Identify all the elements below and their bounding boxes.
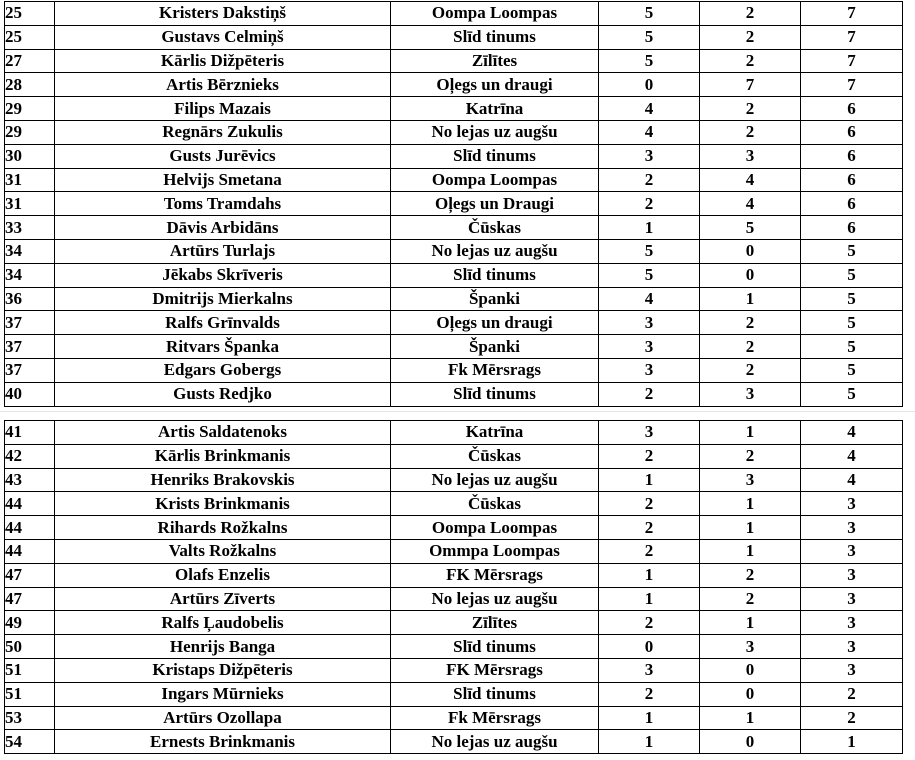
total-cell: 5 xyxy=(801,239,903,263)
rank-cell: 28 xyxy=(5,73,55,97)
player-stats-table-1 xyxy=(4,1,903,407)
team-cell: FK Mērsrags xyxy=(391,563,599,587)
player-name-cell: Kārlis Brinkmanis xyxy=(55,444,391,468)
player-name-cell: Artūrs Ozollapa xyxy=(55,706,391,730)
stat-1-cell: 1 xyxy=(599,706,700,730)
total-cell: 6 xyxy=(801,168,903,192)
total-cell: 7 xyxy=(801,2,903,26)
total-cell: 5 xyxy=(801,382,903,406)
team-cell: Katrīna xyxy=(391,97,599,121)
rank-cell: 51 xyxy=(5,682,55,706)
stat-1-cell: 3 xyxy=(599,144,700,168)
rank-cell: 25 xyxy=(5,25,55,49)
stat-2-cell: 1 xyxy=(700,706,801,730)
stat-2-cell: 2 xyxy=(700,587,801,611)
rank-cell: 44 xyxy=(5,492,55,516)
table-row xyxy=(5,311,903,335)
player-name-cell: Helvijs Smetana xyxy=(55,168,391,192)
rank-cell: 34 xyxy=(5,263,55,287)
table-row xyxy=(5,516,903,540)
team-cell: Čūskas xyxy=(391,492,599,516)
player-name-cell: Edgars Gobergs xyxy=(55,358,391,382)
team-cell: No lejas uz augšu xyxy=(391,468,599,492)
player-name-cell: Dāvis Arbidāns xyxy=(55,216,391,240)
stat-1-cell: 2 xyxy=(599,611,700,635)
player-name-cell: Rihards Rožkalns xyxy=(55,516,391,540)
rank-cell: 47 xyxy=(5,563,55,587)
table-row xyxy=(5,144,903,168)
player-name-cell: Artūrs Turlajs xyxy=(55,239,391,263)
table-row xyxy=(5,539,903,563)
team-cell: Čūskas xyxy=(391,216,599,240)
total-cell: 3 xyxy=(801,516,903,540)
player-name-cell: Henriks Brakovskis xyxy=(55,468,391,492)
table-row xyxy=(5,49,903,73)
rank-cell: 27 xyxy=(5,49,55,73)
stat-2-cell: 5 xyxy=(700,216,801,240)
total-cell: 3 xyxy=(801,658,903,682)
rank-cell: 43 xyxy=(5,468,55,492)
team-cell: No lejas uz augšu xyxy=(391,239,599,263)
table-row xyxy=(5,97,903,121)
team-cell: Španki xyxy=(391,335,599,359)
player-name-cell: Regnārs Zukulis xyxy=(55,120,391,144)
table-row xyxy=(5,216,903,240)
table-row xyxy=(5,120,903,144)
stat-1-cell: 0 xyxy=(599,635,700,659)
player-stats-table-2 xyxy=(4,420,903,754)
stat-1-cell: 3 xyxy=(599,335,700,359)
stat-2-cell: 0 xyxy=(700,239,801,263)
player-name-cell: Olafs Enzelis xyxy=(55,563,391,587)
stat-2-cell: 4 xyxy=(700,168,801,192)
team-cell: Slīd tinums xyxy=(391,682,599,706)
player-name-cell: Jēkabs Skrīveris xyxy=(55,263,391,287)
player-name-cell: Kārlis Dižpēteris xyxy=(55,49,391,73)
team-cell: Katrīna xyxy=(391,421,599,445)
stat-1-cell: 2 xyxy=(599,168,700,192)
team-cell: No lejas uz augšu xyxy=(391,587,599,611)
total-cell: 3 xyxy=(801,635,903,659)
stat-1-cell: 1 xyxy=(599,587,700,611)
team-cell: No lejas uz augšu xyxy=(391,730,599,754)
stat-2-cell: 0 xyxy=(700,658,801,682)
rank-cell: 29 xyxy=(5,97,55,121)
total-cell: 5 xyxy=(801,335,903,359)
total-cell: 5 xyxy=(801,358,903,382)
player-name-cell: Gusts Jurēvics xyxy=(55,144,391,168)
stat-2-cell: 2 xyxy=(700,563,801,587)
table-row xyxy=(5,73,903,97)
total-cell: 3 xyxy=(801,563,903,587)
stat-2-cell: 1 xyxy=(700,421,801,445)
player-name-cell: Filips Mazais xyxy=(55,97,391,121)
stat-2-cell: 1 xyxy=(700,611,801,635)
table-row xyxy=(5,468,903,492)
total-cell: 3 xyxy=(801,611,903,635)
table-row xyxy=(5,25,903,49)
stat-2-cell: 2 xyxy=(700,311,801,335)
rank-cell: 36 xyxy=(5,287,55,311)
stat-2-cell: 2 xyxy=(700,358,801,382)
total-cell: 4 xyxy=(801,421,903,445)
stat-1-cell: 3 xyxy=(599,311,700,335)
total-cell: 2 xyxy=(801,682,903,706)
team-cell: FK Mērsrags xyxy=(391,658,599,682)
player-name-cell: Artis Saldatenoks xyxy=(55,421,391,445)
rank-cell: 40 xyxy=(5,382,55,406)
team-cell: Slīd tinums xyxy=(391,263,599,287)
rank-cell: 34 xyxy=(5,239,55,263)
stat-2-cell: 7 xyxy=(700,73,801,97)
total-cell: 2 xyxy=(801,706,903,730)
stat-1-cell: 1 xyxy=(599,563,700,587)
team-cell: Oļegs un draugi xyxy=(391,73,599,97)
player-name-cell: Ritvars Španka xyxy=(55,335,391,359)
total-cell: 7 xyxy=(801,73,903,97)
stat-2-cell: 3 xyxy=(700,635,801,659)
stat-1-cell: 5 xyxy=(599,263,700,287)
total-cell: 6 xyxy=(801,120,903,144)
stat-2-cell: 3 xyxy=(700,468,801,492)
total-cell: 6 xyxy=(801,144,903,168)
table-row xyxy=(5,682,903,706)
team-cell: Oļegs un draugi xyxy=(391,311,599,335)
team-cell: Španki xyxy=(391,287,599,311)
player-name-cell: Gustavs Celmiņš xyxy=(55,25,391,49)
stat-1-cell: 1 xyxy=(599,468,700,492)
team-cell: Zīlītes xyxy=(391,611,599,635)
total-cell: 3 xyxy=(801,587,903,611)
stat-2-cell: 1 xyxy=(700,539,801,563)
rank-cell: 53 xyxy=(5,706,55,730)
player-name-cell: Ralfs Ļaudobelis xyxy=(55,611,391,635)
total-cell: 6 xyxy=(801,216,903,240)
team-cell: Slīd tinums xyxy=(391,382,599,406)
table-row xyxy=(5,444,903,468)
total-cell: 3 xyxy=(801,539,903,563)
rank-cell: 37 xyxy=(5,335,55,359)
page-divider xyxy=(0,411,915,412)
rank-cell: 30 xyxy=(5,144,55,168)
team-cell: Slīd tinums xyxy=(391,144,599,168)
player-name-cell: Dmitrijs Mierkalns xyxy=(55,287,391,311)
stat-1-cell: 1 xyxy=(599,730,700,754)
rank-cell: 51 xyxy=(5,658,55,682)
player-name-cell: Valts Rožkalns xyxy=(55,539,391,563)
table-row xyxy=(5,358,903,382)
player-name-cell: Henrijs Banga xyxy=(55,635,391,659)
stat-1-cell: 1 xyxy=(599,216,700,240)
player-name-cell: Artūrs Zīverts xyxy=(55,587,391,611)
player-name-cell: Krists Brinkmanis xyxy=(55,492,391,516)
stat-2-cell: 4 xyxy=(700,192,801,216)
table-row xyxy=(5,421,903,445)
player-name-cell: Ingars Mūrnieks xyxy=(55,682,391,706)
rank-cell: 54 xyxy=(5,730,55,754)
rank-cell: 47 xyxy=(5,587,55,611)
player-name-cell: Artis Bērznieks xyxy=(55,73,391,97)
rank-cell: 31 xyxy=(5,192,55,216)
stat-2-cell: 0 xyxy=(700,730,801,754)
rank-cell: 31 xyxy=(5,168,55,192)
table-row xyxy=(5,2,903,26)
stat-1-cell: 2 xyxy=(599,192,700,216)
stat-2-cell: 0 xyxy=(700,682,801,706)
stat-1-cell: 4 xyxy=(599,287,700,311)
team-cell: Fk Mērsrags xyxy=(391,706,599,730)
rank-cell: 44 xyxy=(5,539,55,563)
stat-1-cell: 0 xyxy=(599,73,700,97)
rank-cell: 37 xyxy=(5,311,55,335)
team-cell: Zīlītes xyxy=(391,49,599,73)
stat-2-cell: 1 xyxy=(700,492,801,516)
stat-1-cell: 4 xyxy=(599,97,700,121)
player-name-cell: Gusts Redjko xyxy=(55,382,391,406)
total-cell: 4 xyxy=(801,444,903,468)
total-cell: 4 xyxy=(801,468,903,492)
team-cell: Oompa Loompas xyxy=(391,516,599,540)
stat-1-cell: 2 xyxy=(599,444,700,468)
rank-cell: 29 xyxy=(5,120,55,144)
table-row xyxy=(5,239,903,263)
total-cell: 5 xyxy=(801,311,903,335)
stat-2-cell: 2 xyxy=(700,120,801,144)
table-row xyxy=(5,658,903,682)
table-row xyxy=(5,168,903,192)
rank-cell: 41 xyxy=(5,421,55,445)
stat-2-cell: 2 xyxy=(700,25,801,49)
rank-cell: 49 xyxy=(5,611,55,635)
table-row xyxy=(5,335,903,359)
table-row xyxy=(5,563,903,587)
total-cell: 5 xyxy=(801,287,903,311)
team-cell: Čūskas xyxy=(391,444,599,468)
table-row xyxy=(5,706,903,730)
team-cell: Slīd tinums xyxy=(391,25,599,49)
team-cell: Fk Mērsrags xyxy=(391,358,599,382)
total-cell: 5 xyxy=(801,263,903,287)
player-name-cell: Kristers Dakstiņš xyxy=(55,2,391,26)
rank-cell: 50 xyxy=(5,635,55,659)
table-row xyxy=(5,587,903,611)
table-row xyxy=(5,611,903,635)
rank-cell: 37 xyxy=(5,358,55,382)
team-cell: Oompa Loompas xyxy=(391,168,599,192)
total-cell: 7 xyxy=(801,49,903,73)
stat-2-cell: 2 xyxy=(700,335,801,359)
rank-cell: 42 xyxy=(5,444,55,468)
rank-cell: 33 xyxy=(5,216,55,240)
table-row xyxy=(5,492,903,516)
stat-2-cell: 3 xyxy=(700,382,801,406)
player-name-cell: Kristaps Dižpēteris xyxy=(55,658,391,682)
total-cell: 6 xyxy=(801,192,903,216)
stat-1-cell: 5 xyxy=(599,25,700,49)
table-row xyxy=(5,192,903,216)
table-row xyxy=(5,635,903,659)
stat-2-cell: 2 xyxy=(700,49,801,73)
team-cell: No lejas uz augšu xyxy=(391,120,599,144)
total-cell: 3 xyxy=(801,492,903,516)
stat-1-cell: 5 xyxy=(599,239,700,263)
table-row xyxy=(5,263,903,287)
stat-1-cell: 3 xyxy=(599,421,700,445)
total-cell: 7 xyxy=(801,25,903,49)
stat-2-cell: 0 xyxy=(700,263,801,287)
stat-2-cell: 1 xyxy=(700,516,801,540)
stat-1-cell: 2 xyxy=(599,682,700,706)
total-cell: 1 xyxy=(801,730,903,754)
table-row xyxy=(5,287,903,311)
team-cell: Slīd tinums xyxy=(391,635,599,659)
table-row xyxy=(5,730,903,754)
stat-1-cell: 2 xyxy=(599,492,700,516)
rank-cell: 44 xyxy=(5,516,55,540)
rank-cell: 25 xyxy=(5,2,55,26)
stat-1-cell: 2 xyxy=(599,382,700,406)
stat-1-cell: 4 xyxy=(599,120,700,144)
stat-1-cell: 3 xyxy=(599,658,700,682)
stat-2-cell: 2 xyxy=(700,444,801,468)
player-name-cell: Ralfs Grīnvalds xyxy=(55,311,391,335)
team-cell: Oļegs un Draugi xyxy=(391,192,599,216)
stat-1-cell: 5 xyxy=(599,49,700,73)
stat-1-cell: 3 xyxy=(599,358,700,382)
team-cell: Ommpa Loompas xyxy=(391,539,599,563)
table-1-body xyxy=(5,2,903,407)
player-name-cell: Toms Tramdahs xyxy=(55,192,391,216)
total-cell: 6 xyxy=(801,97,903,121)
stat-2-cell: 2 xyxy=(700,97,801,121)
stat-2-cell: 3 xyxy=(700,144,801,168)
player-name-cell: Ernests Brinkmanis xyxy=(55,730,391,754)
stat-1-cell: 5 xyxy=(599,2,700,26)
table-row xyxy=(5,382,903,406)
stat-1-cell: 2 xyxy=(599,516,700,540)
team-cell: Oompa Loompas xyxy=(391,2,599,26)
stat-2-cell: 1 xyxy=(700,287,801,311)
stat-2-cell: 2 xyxy=(700,2,801,26)
stat-1-cell: 2 xyxy=(599,539,700,563)
table-2-body xyxy=(5,421,903,754)
